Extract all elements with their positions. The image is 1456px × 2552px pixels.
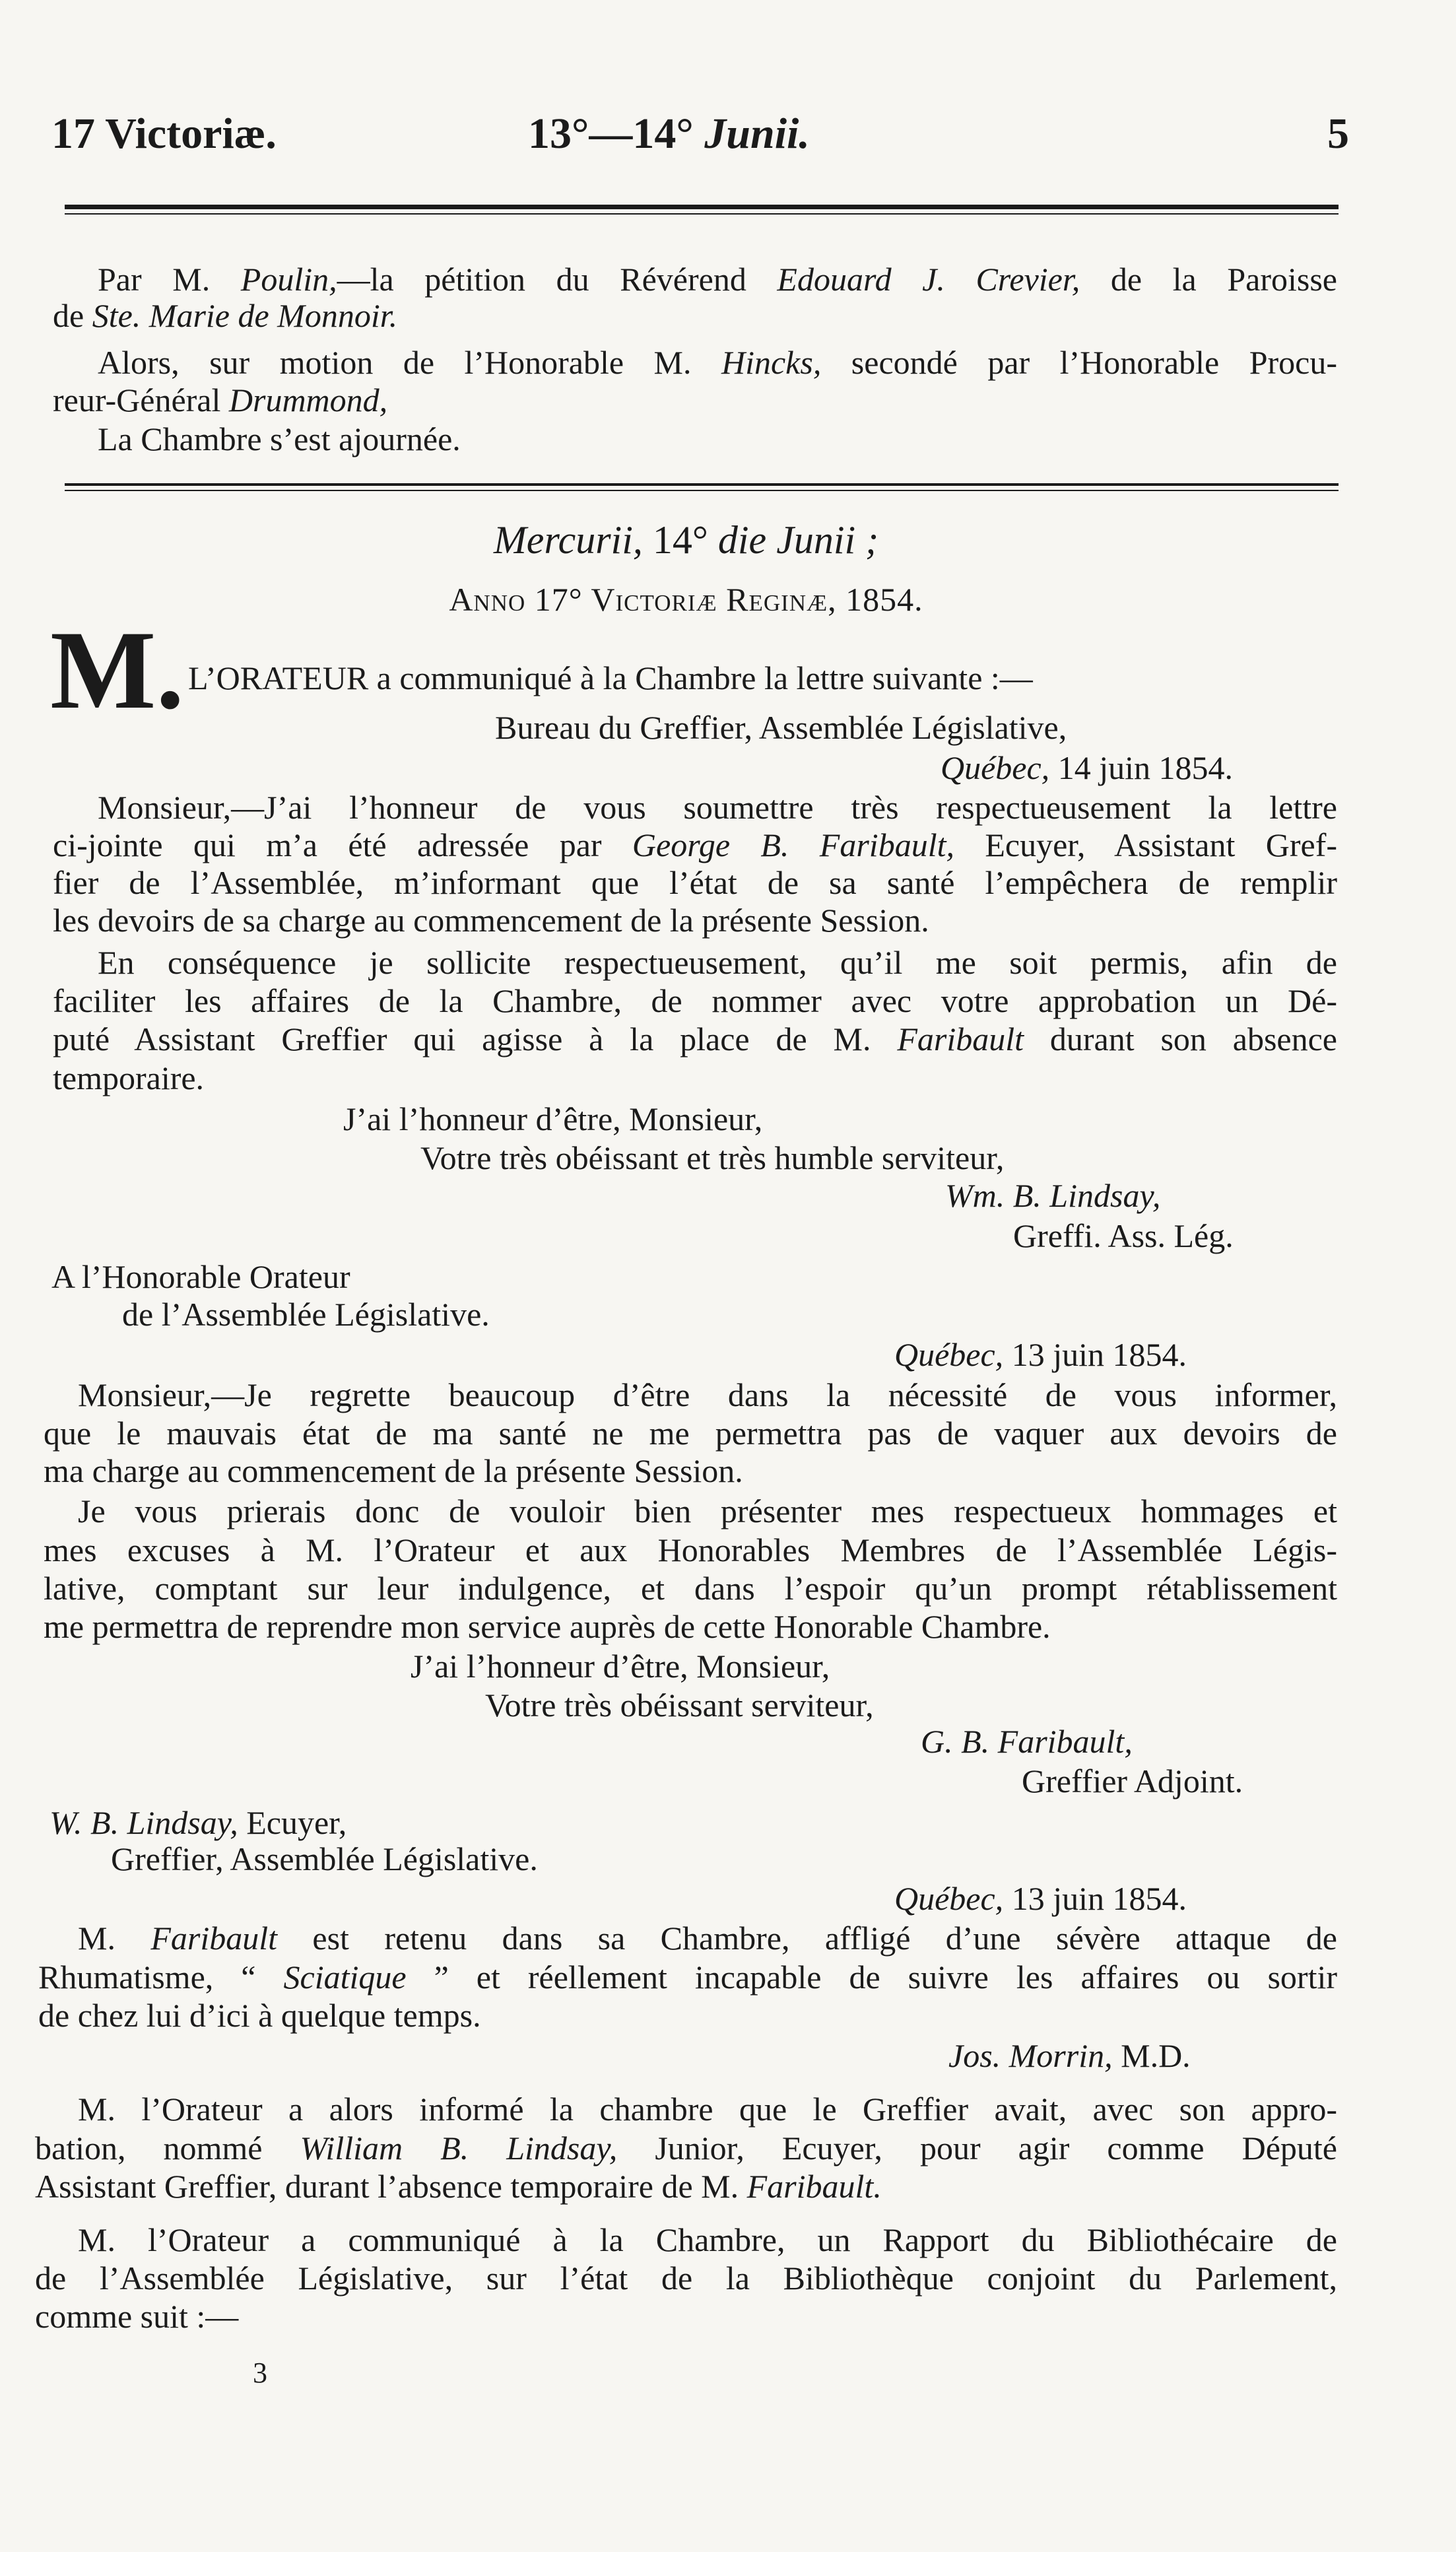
letter2-signature: G. B. Faribault, [921,1723,1133,1760]
anno-line: Anno 17° Victoriæ Reginæ, 1854. [449,581,923,618]
orateur-place-date: Québec, 14 juin 1854. [941,749,1233,786]
header-dates [528,112,810,156]
orateur-line1: L’ORATEUR a communiqué à la Chambre la lettre suivante :— [188,659,1033,696]
letter2-line6: lative, comptant sur leur indulgence, et dans l’espoir qu’un prompt rétablissement [44,1570,1337,1607]
certificate-line3: de chez lui d’ici à quelque temps. [38,1997,481,2034]
section-rule [65,483,1339,491]
para4-line1: M. l’Orateur a communiqué à la Chambre, un Rapport du Bibliothécaire de [78,2221,1337,2258]
para2-line2: reur-Général Drummond, [53,382,388,419]
letter1-address2: de l’Assemblée Législative. [122,1296,490,1333]
letter2-closing1: J’ai l’honneur d’être, Monsieur, [411,1648,830,1685]
letter2-line2: que le mauvais état de ma santé ne me permettra pas de vaquer aux devoirs de [44,1415,1337,1452]
letter2-closing2: Votre très obéissant serviteur, [485,1687,874,1724]
page-number: 5 [1327,110,1349,158]
certificate-line1: M. Faribault est retenu dans sa Chambre, affligé d’une sévère attaque de [78,1920,1337,1957]
letter1-line7: puté Assistant Greffier qui agisse à la place de M. Faribault durant son absence [53,1021,1337,1058]
letter2-line5: mes excuses à M. l’Orateur et aux Honorables Membres de l’Assemblée Légis- [44,1531,1337,1568]
letter2-place-date: Québec, 13 juin 1854. [894,1336,1187,1373]
letter1-closing2: Votre très obéissant et très humble serviteur, [420,1139,1005,1176]
letter1-line6: faciliter les affaires de la Chambre, de nommer avec votre approbation un Dé- [53,982,1337,1019]
para4-line2: de l’Assemblée Législative, sur l’état de la Bibliothèque conjoint du Parlement, [35,2260,1337,2297]
letter1-line2: ci-jointe qui m’a été adressée par George B. Faribault, Ecuyer, Assistant Gref- [53,826,1338,863]
letter1-line5: En conséquence je sollicite respectueusement, qu’il me soit permis, afin de [98,944,1337,981]
header-dates-month: Junii. [704,110,810,158]
certificate-place-date: Québec, 13 juin 1854. [894,1880,1187,1917]
para4-line3: comme suit :— [35,2298,239,2335]
certificate-signature: Jos. Morrin, M.D. [948,2037,1191,2074]
para1-line1: Par M. Poulin,—la pétition du Révérend Edouard J. Crevier, de la Paroisse [98,261,1337,298]
letter2-address1: W. B. Lindsay, Ecuyer, [50,1804,347,1841]
header-dates-num: 13°—14° [528,110,694,158]
letter1-address1: A l’Honorable Orateur [51,1258,350,1295]
letter1-signatory-title: Greffi. Ass. Lég. [1013,1217,1234,1254]
letter2-line7: me permettra de reprendre mon service auprès de cette Honorable Chambre. [44,1608,1051,1645]
header-rule [65,205,1339,215]
para2-line1: Alors, sur motion de l’Honorable M. Hincks, secondé par l’Honorable Procu- [98,344,1337,381]
letter1-line1: Monsieur,—J’ai l’honneur de vous soumettre très respectueusement la lettre [98,789,1337,826]
header-regnal-year: 17 Victoriæ. [51,110,277,158]
drop-cap: M. [50,608,184,732]
printer-signature-mark: 3 [253,2357,267,2389]
letter2-line4: Je vous prierais donc de vouloir bien présenter mes respectueux hommages et [78,1493,1337,1529]
letter2-signatory-title: Greffier Adjoint. [1022,1763,1243,1799]
letter2-line1: Monsieur,—Je regrette beaucoup d’être dans la nécessité de vous informer, [78,1376,1337,1413]
letter2-address2: Greffier, Assemblée Législative. [111,1840,538,1877]
letter1-closing1: J’ai l’honneur d’être, Monsieur, [343,1100,763,1137]
para3-line1: M. l’Orateur a alors informé la chambre que le Greffier avait, avec son appro- [78,2091,1337,2128]
letter1-line3: fier de l’Assemblée, m’informant que l’état de sa santé l’empêchera de remplir [53,864,1337,901]
letter2-line3: ma charge au commencement de la présente Session. [44,1452,743,1489]
para2-line3: La Chambre s’est ajournée. [98,420,461,457]
letter1-line8: temporaire. [53,1059,205,1096]
para3-line2: bation, nommé William B. Lindsay, Junior, Ecuyer, pour agir comme Député [35,2130,1338,2166]
date-heading: Mercurii, 14° die Junii ; [493,518,879,562]
certificate-line2: Rhumatisme, “ Sciatique ” et réellement incapable de suivre les affaires ou sortir [38,1959,1338,1996]
letter1-line4: les devoirs de sa charge au commencement de la présente Session. [53,902,929,939]
letter1-signature: Wm. B. Lindsay, [945,1177,1161,1214]
orateur-line2: Bureau du Greffier, Assemblée Législative, [495,709,1067,746]
para3-line3: Assistant Greffier, durant l’absence temporaire de M. Faribault. [35,2168,882,2205]
para1-line2: de Ste. Marie de Monnoir. [53,297,398,334]
